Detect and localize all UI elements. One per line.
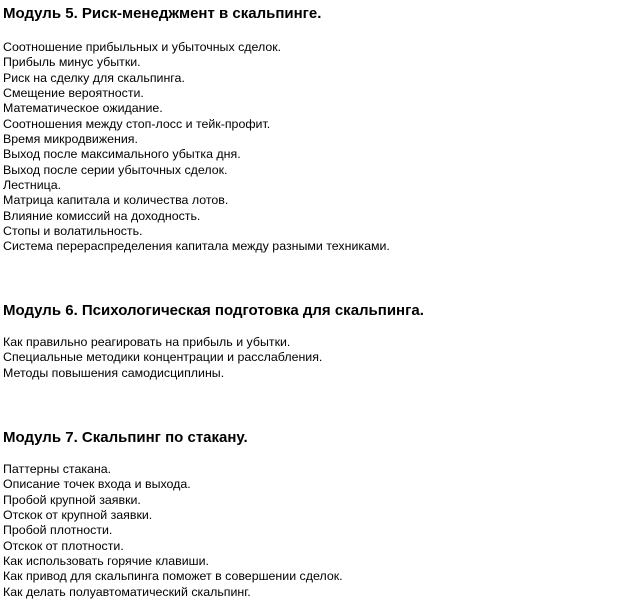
list-item: Соотношения между стоп-лосс и тейк-профит. — [3, 116, 271, 131]
list-item: Выход после серии убыточных сделок. — [3, 162, 228, 177]
module-5-topic-list — [3, 40, 619, 255]
list-item: Смещение вероятности. — [3, 86, 144, 101]
module-7-section — [3, 429, 619, 600]
list-item: Как привод для скальпинга поможет в совершении сделок. — [3, 569, 343, 584]
list-item: Прибыль минус убытки. — [3, 55, 141, 70]
list-item: Соотношение прибыльных и убыточных сделок. — [3, 40, 282, 54]
module-6-section — [3, 302, 619, 381]
list-item: Матрица капитала и количества лотов. — [3, 193, 229, 208]
list-item: Риск на сделку для скальпинга. — [3, 70, 185, 85]
list-item: Паттерны стакана. — [3, 461, 112, 476]
module-6-topic-list — [3, 335, 619, 381]
list-item: Как правильно реагировать на прибыль и убытки. — [3, 334, 291, 349]
list-item: Пробой крупной заявки. — [3, 492, 141, 507]
list-item: Как делать полуавтоматический скальпинг. — [3, 584, 251, 599]
list-item: Описание точек входа и выхода. — [3, 477, 191, 492]
list-item: Отскок от крупной заявки. — [3, 507, 153, 522]
list-item: Пробой плотности. — [3, 523, 113, 538]
list-item: Лестница. — [3, 178, 62, 193]
list-item: Отскок от плотности. — [3, 538, 124, 553]
list-item: Методы повышения самодисциплины. — [3, 365, 225, 380]
module-6-title: Модуль 6. Психологическая подготовка для скальпинга. — [3, 301, 424, 319]
list-item: Специальные методики концентрации и расслабления. — [3, 350, 323, 365]
module-7-title: Модуль 7. Скальпинг по стакану. — [3, 428, 248, 446]
list-item: Время микродвижения. — [3, 132, 138, 147]
module-5-title: Модуль 5. Риск-менеджмент в скальпинге. — [3, 5, 322, 22]
list-item: Математическое ожидание. — [3, 101, 163, 116]
list-item: Выход после максимального убытка дня. — [3, 147, 241, 162]
list-item: Как использовать горячие клавиши. — [3, 553, 209, 568]
list-item: Влияние комиссий на доходность. — [3, 208, 201, 223]
list-item: Система перераспределения капитала между разными техниками. — [3, 239, 390, 254]
module-5-section — [3, 5, 619, 255]
course-program — [3, 0, 619, 600]
module-7-topic-list — [3, 462, 619, 600]
list-item: Стопы и волатильность. — [3, 224, 143, 239]
